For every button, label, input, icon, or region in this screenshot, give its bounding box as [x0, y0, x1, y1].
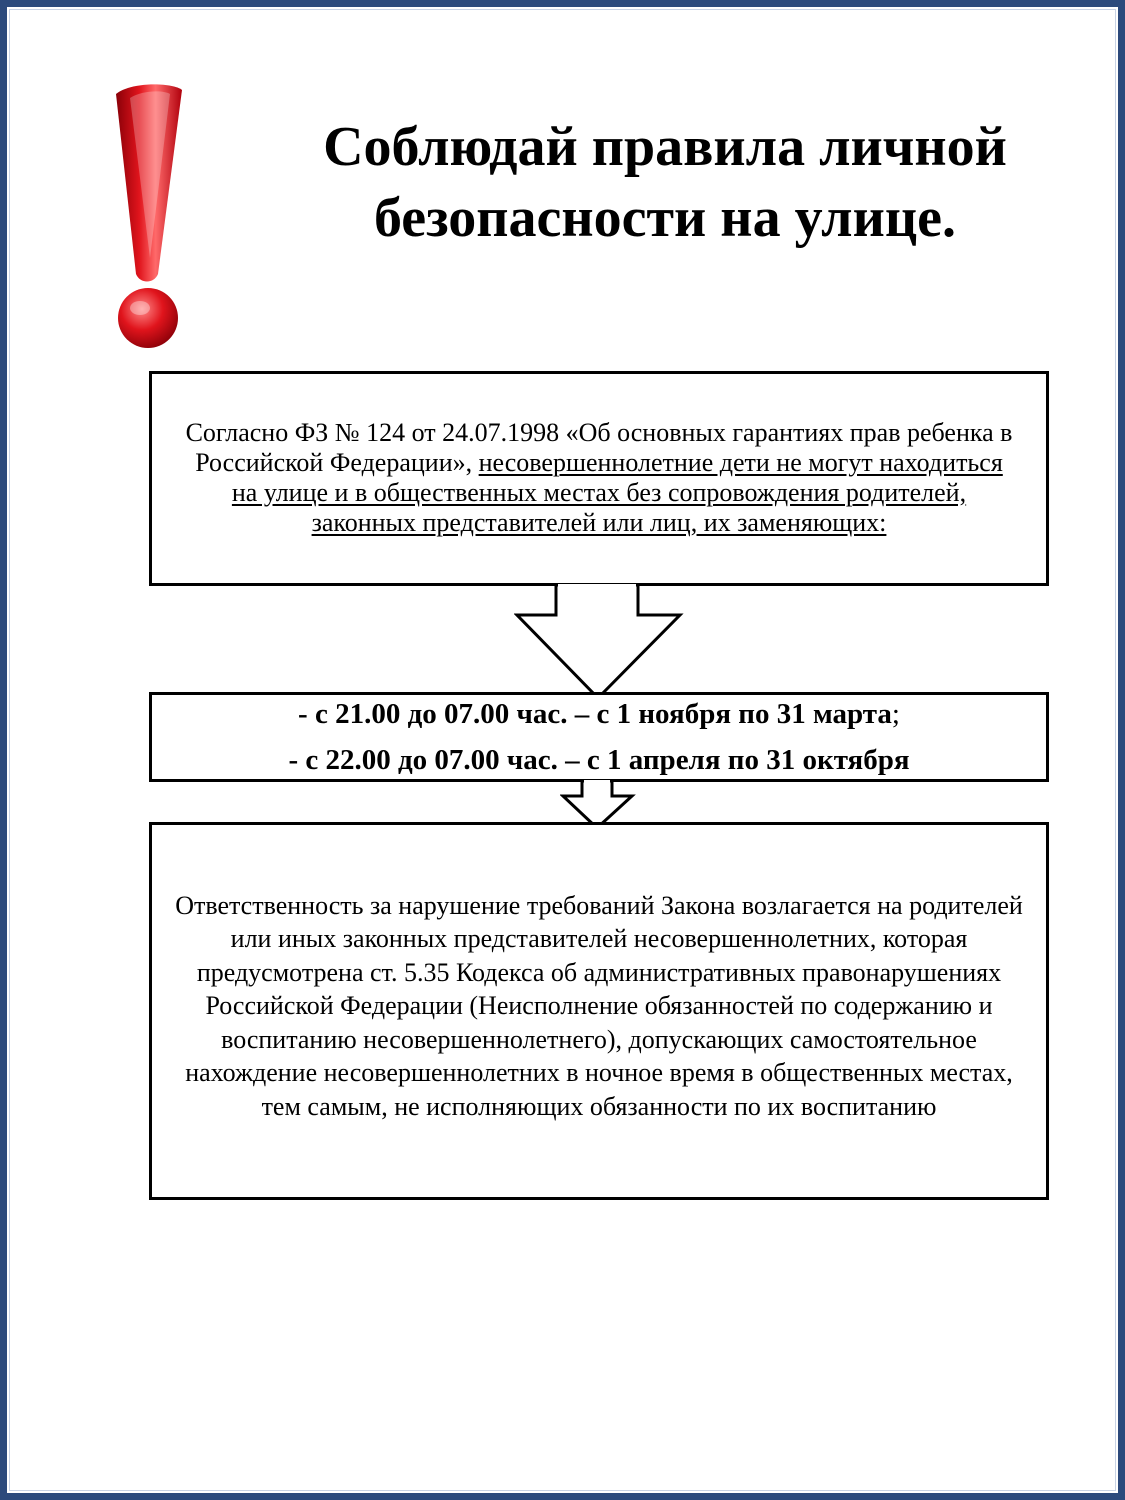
- responsibility-box: [149, 822, 1049, 1200]
- schedule-winter: - с 21.00 до 07.00 час. – с 1 ноября по 31 марта;: [298, 698, 900, 730]
- title-line-2: безопасности на улице.: [374, 187, 956, 249]
- law-reference-text: [182, 418, 1016, 538]
- arrow-down-icon: [514, 584, 684, 700]
- law-reference-box: [149, 371, 1049, 586]
- law-emphasis: несовершеннолетние дети не могут находиться на улице и в общественных местах без сопровождения родителей, законных представителей или лиц, их заменяющих:: [231, 447, 1003, 537]
- page-title: [230, 112, 1100, 254]
- curfew-schedule-box: [149, 692, 1049, 782]
- responsibility-text: Ответственность за нарушение требований Закона возлагается на родителей или иных законных представителей несовершеннолетних, которая предусмотрена ст. 5.35 Кодекса об административных правонарушениях Российской Федерации (Неисполнение обязанностей по содержанию и воспитанию несовершеннолетнего), допускающих самостоятельное нахождение несовершеннолетних в ночное время в общественных местах, тем самым, не исполняющих обязанности по их воспитанию: [175, 890, 1023, 1121]
- title-line-1: Соблюдай правила личной: [323, 116, 1007, 178]
- schedule-summer: - с 22.00 до 07.00 час. – с 1 апреля по 31 октября: [288, 744, 910, 776]
- exclamation-mark-icon: [100, 78, 200, 358]
- law-intro: Согласно ФЗ № 124 от 24.07.1998 «Об основных гарантиях прав ребенка в Российской Федерации»,: [185, 417, 1013, 477]
